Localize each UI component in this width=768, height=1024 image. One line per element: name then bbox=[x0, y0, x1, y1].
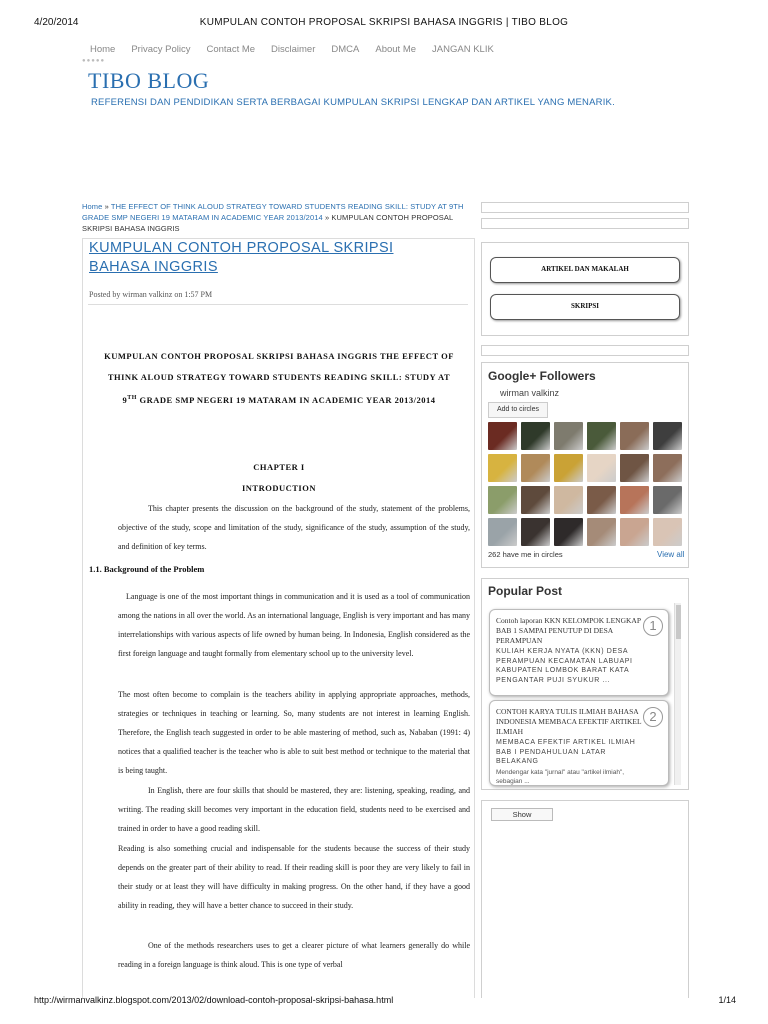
heading-grade: 9 bbox=[122, 394, 128, 405]
heading-line: KUMPULAN CONTOH PROPOSAL SKRIPSI BAHASA INGGRIS THE EFFECT OF bbox=[104, 351, 454, 361]
follower-avatar[interactable] bbox=[488, 454, 517, 482]
popular-post-title: Popular Post bbox=[488, 584, 563, 598]
paragraph bbox=[118, 839, 470, 915]
print-page-title: KUMPULAN CONTOH PROPOSAL SKRIPSI BAHASA INGGRIS | TIBO BLOG bbox=[199, 17, 569, 28]
sidebar-empty-box bbox=[481, 345, 689, 356]
popular-post-item[interactable] bbox=[489, 700, 669, 786]
skripsi-button[interactable]: SKRIPSI bbox=[490, 294, 680, 320]
follower-avatar[interactable] bbox=[620, 486, 649, 514]
paragraph-text: The most often become to complain is the teachers ability in applying appropriate approaches, methods, strategies or techniques in teaching or learning. So, many students are not interest in learning English. Therefore, the English teach suggested in order to be able mastering of method, such as, Nababan (1991: 4) notices that a qualified teacher is the teacher who is able to suit best method or technique to the material that is being taught. bbox=[118, 690, 470, 775]
nav-item-contact-me[interactable]: Contact Me bbox=[206, 44, 256, 55]
nav-item-disclaimer[interactable]: Disclaimer bbox=[271, 44, 316, 55]
intro-paragraph bbox=[118, 499, 470, 556]
follower-avatar[interactable] bbox=[587, 422, 616, 450]
rank-badge: 1 bbox=[643, 616, 663, 636]
add-to-circles-button[interactable]: Add to circles bbox=[488, 402, 548, 418]
breadcrumb bbox=[82, 201, 472, 234]
breadcrumb-current: KUMPULAN CONTOH PROPOSAL SKRIPSI BAHASA INGGRIS bbox=[82, 213, 453, 233]
nav-item-dmca[interactable]: DMCA bbox=[331, 44, 360, 55]
follower-avatar[interactable] bbox=[554, 454, 583, 482]
google-followers-user[interactable]: wirman valkinz bbox=[500, 388, 560, 398]
follower-avatar-grid bbox=[488, 422, 684, 546]
follower-avatar[interactable] bbox=[653, 486, 682, 514]
blog-tagline: REFERENSI DAN PENDIDIKAN SERTA BERBAGAI KUMPULAN SKRIPSI LENGKAP DAN ARTIKEL YANG MENARIK. bbox=[91, 97, 615, 108]
follower-avatar[interactable] bbox=[554, 518, 583, 546]
follower-avatar[interactable] bbox=[488, 422, 517, 450]
divider bbox=[88, 304, 468, 305]
follower-avatar[interactable] bbox=[488, 486, 517, 514]
popular-post-headline[interactable]: Contoh laporan KKN KELOMPOK LENGKAP BAB 1 SAMPAI PENUTUP DI DESA PERAMPUAN bbox=[496, 616, 641, 645]
nav-item-privacy-policy[interactable]: Privacy Policy bbox=[131, 44, 191, 55]
artikel-dan-makalah-button[interactable]: ARTIKEL DAN MAKALAH bbox=[490, 257, 680, 283]
follower-avatar[interactable] bbox=[521, 454, 550, 482]
print-url: http://wirmanvalkinz.blogspot.com/2013/02/download-contoh-proposal-skripsi-bahasa.html bbox=[34, 995, 394, 1005]
paragraph bbox=[118, 936, 470, 974]
chapter-title: INTRODUCTION bbox=[241, 483, 316, 493]
google-followers-title: Google+ Followers bbox=[488, 369, 596, 383]
follower-avatar[interactable] bbox=[620, 518, 649, 546]
follower-avatar[interactable] bbox=[554, 422, 583, 450]
breadcrumb-home-link[interactable]: Home bbox=[82, 202, 103, 211]
popular-post-snippet: Mendengar kata "jurnal" atau "artikel ilmiah", sebagian ... bbox=[496, 768, 625, 785]
view-all-link[interactable]: View all bbox=[657, 550, 685, 559]
follower-avatar[interactable] bbox=[521, 518, 550, 546]
paragraph bbox=[118, 685, 470, 780]
nav-item-jangan-klik[interactable]: JANGAN KLIK bbox=[432, 44, 494, 55]
sidebar-empty-box bbox=[481, 218, 689, 229]
follower-avatar[interactable] bbox=[620, 422, 649, 450]
sidebar-search-box bbox=[481, 202, 689, 213]
popular-post-excerpt: MEMBACA EFEKTIF ARTIKEL ILMIAH BAB I PENDAHULUAN LATAR BELAKANG bbox=[496, 739, 636, 765]
breadcrumb-separator: » bbox=[322, 213, 332, 222]
scrollbar-thumb[interactable] bbox=[676, 605, 681, 639]
nav-item-home[interactable]: Home bbox=[90, 44, 116, 55]
followers-count: 262 have me in circles bbox=[488, 550, 563, 559]
follower-avatar[interactable] bbox=[488, 518, 517, 546]
paragraph-text: Language is one of the most important things in communication and it is used as a tool of communication among the nations in all over the world. As an international language, English is very important and has many interrelationships with various aspects of life owned by human being. In Indonesia, English considered as the first foreign language and taught formally from elementary school up to the university level. bbox=[118, 592, 470, 658]
print-header bbox=[0, 17, 768, 31]
post-title[interactable]: KUMPULAN CONTOH PROPOSAL SKRIPSI BAHASA INGGRIS bbox=[89, 240, 394, 275]
chapter-number: CHAPTER I bbox=[253, 462, 305, 472]
follower-avatar[interactable] bbox=[521, 486, 550, 514]
popular-post-scrollbar[interactable] bbox=[674, 603, 681, 785]
nav-dots-icon: ●●●●● bbox=[82, 58, 106, 64]
rank-badge: 2 bbox=[643, 707, 663, 727]
follower-avatar[interactable] bbox=[587, 486, 616, 514]
popular-post-excerpt: KULIAH KERJA NYATA (KKN) DESA PERAMPUAN KECAMATAN LABUAPI KABUPATEN LOMBOK BARAT KATA PENGANTAR PUJI SYUKUR ... bbox=[496, 648, 633, 684]
heading-grade-suffix: TH bbox=[127, 395, 137, 401]
follower-avatar[interactable] bbox=[587, 518, 616, 546]
follower-avatar[interactable] bbox=[587, 454, 616, 482]
heading-rest: GRADE SMP NEGERI 19 MATARAM IN ACADEMIC YEAR 2013/2014 bbox=[136, 394, 436, 405]
heading-line: THINK ALOUD STRATEGY TOWARD STUDENTS READING SKILL: STUDY AT bbox=[107, 372, 451, 382]
top-nav bbox=[80, 44, 500, 58]
follower-avatar[interactable] bbox=[653, 518, 682, 546]
blog-title[interactable]: TIBO BLOG bbox=[88, 68, 210, 93]
follower-avatar[interactable] bbox=[521, 422, 550, 450]
paragraph bbox=[118, 781, 470, 838]
follower-avatar[interactable] bbox=[653, 422, 682, 450]
intro-text: This chapter presents the discussion on the background of the study, statement of the problems, objective of the study, scope and limitation of the study, significance of the study, assumption of the study, and definition of key terms. bbox=[118, 504, 470, 551]
breadcrumb-parent-link[interactable]: THE EFFECT OF THINK ALOUD STRATEGY TOWARD STUDENTS READING SKILL: STUDY AT 9TH GRADE SMP NEGERI 19 MATARAM IN ACADEMIC YEAR 2013/2014 bbox=[82, 202, 464, 222]
heading-line bbox=[86, 388, 472, 411]
nav-item-about-me[interactable]: About Me bbox=[375, 44, 417, 55]
paragraph-text: Reading is also something crucial and indispensable for the students because the success of their study depends on the greater part of their ability to read. If their reading skill is poor they are very likely to fail in their study or at least they will have difficulty in making progress. On the other hand, if they have a good ability in reading, they will have a better chance to succeed in their study. bbox=[118, 844, 470, 910]
sidebar-widget bbox=[481, 800, 689, 998]
print-date: 4/20/2014 bbox=[34, 17, 79, 28]
show-button[interactable]: Show bbox=[491, 808, 553, 821]
paragraph-text: In English, there are four skills that should be mastered, they are: listening, speaking, reading, and writing. The reading skill becomes very important in the education field, students need to be exercised and trained in order to have a good reading skill. bbox=[118, 786, 470, 833]
follower-avatar[interactable] bbox=[653, 454, 682, 482]
post-meta: Posted by wirman valkinz on 1:57 PM bbox=[89, 290, 213, 299]
breadcrumb-separator: » bbox=[102, 202, 111, 211]
follower-avatar[interactable] bbox=[554, 486, 583, 514]
follower-avatar[interactable] bbox=[620, 454, 649, 482]
section-heading: 1.1. Background of the Problem bbox=[89, 564, 205, 574]
popular-post-item[interactable] bbox=[489, 609, 669, 696]
paragraph bbox=[118, 587, 470, 663]
paragraph-text: One of the methods researchers uses to get a clearer picture of what learners generally do while reading in a foreign language is think aloud. This is one type of verbal bbox=[118, 941, 470, 969]
popular-post-headline[interactable]: CONTOH KARYA TULIS ILMIAH BAHASA INDONESIA MEMBACA EFEKTIF ARTIKEL ILMIAH bbox=[496, 707, 642, 736]
print-page-number: 1/14 bbox=[718, 995, 736, 1005]
document-heading bbox=[86, 346, 472, 411]
